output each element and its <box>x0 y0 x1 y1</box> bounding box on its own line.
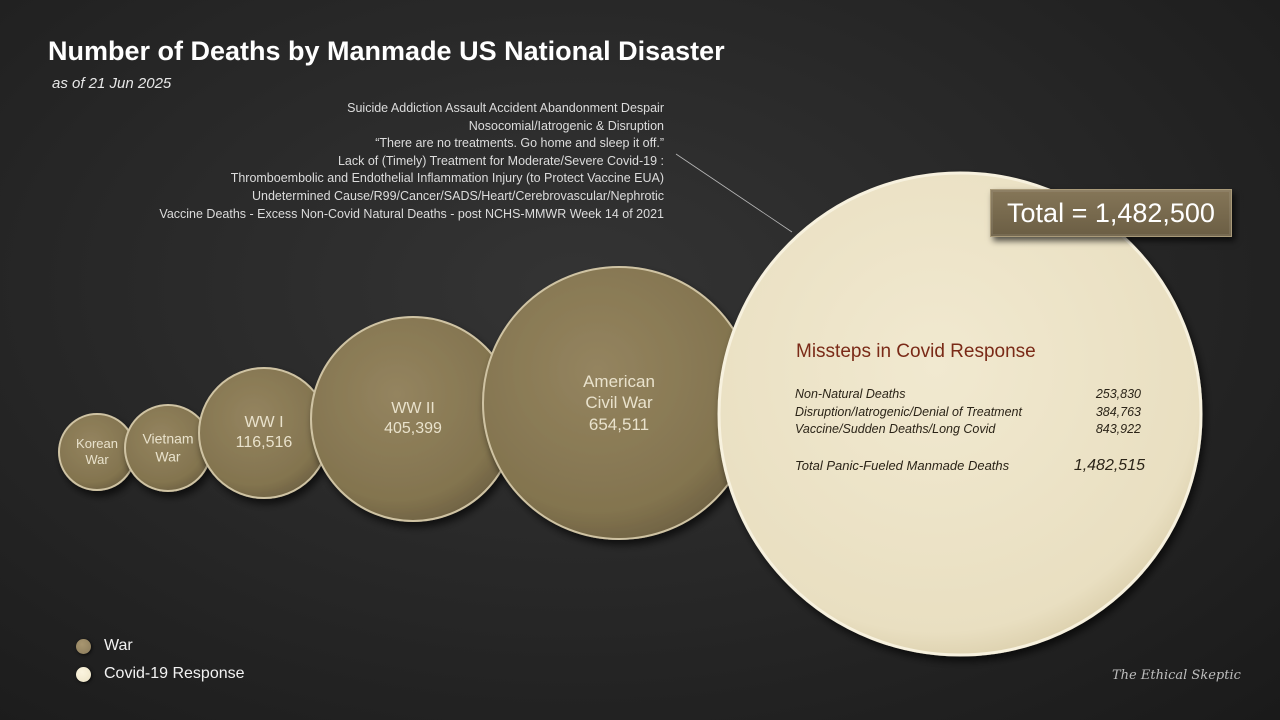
bubble-label-line: Civil War <box>585 393 653 413</box>
bubble-label-line: WW I <box>244 414 284 431</box>
annotation-line: Vaccine Deaths - Excess Non-Covid Natural Deaths - post NCHS-MMWR Week 14 of 2021 <box>159 206 664 221</box>
legend-item <box>76 632 245 660</box>
total-badge: Total = 1,482,500 <box>990 189 1232 237</box>
bubble-value: 116,516 <box>235 434 293 451</box>
covid-detail-row <box>795 422 1141 440</box>
annotation-line: Lack of (Timely) Treatment for Moderate/Severe Covid-19 : <box>337 153 664 168</box>
covid-detail-value: 253,830 <box>1095 387 1141 401</box>
covid-total-label: Total Panic-Fueled Manmade Deaths <box>795 458 1010 473</box>
covid-detail-label: Vaccine/Sudden Deaths/Long Covid <box>795 422 996 436</box>
bubble-label-line: WW II <box>391 400 435 417</box>
chart-subtitle: as of 21 Jun 2025 <box>52 75 172 92</box>
annotation-line: “There are no treatments. Go home and sleep it off.” <box>375 136 664 151</box>
annotation-line: Nosocomial/Iatrogenic & Disruption <box>468 118 664 133</box>
annotation-line: Suicide Addiction Assault Accident Abandonment Despair <box>347 101 664 115</box>
bubble-label <box>236 413 293 453</box>
covid-detail-value: 843,922 <box>1095 422 1141 436</box>
legend-label: War <box>104 637 133 654</box>
covid-detail-label: Non-Natural Deaths <box>795 387 906 401</box>
annotation-text <box>104 100 664 223</box>
bubble-label <box>583 371 655 435</box>
bubble-value: 654,511 <box>588 414 650 434</box>
covid-detail-table <box>795 387 1141 440</box>
bubble-label <box>142 431 193 466</box>
annotation-line: Thromboembolic and Endothelial Inflammation Injury (to Protect Vaccine EUA) <box>230 171 664 186</box>
bubble-label-line: War <box>85 452 109 467</box>
covid-detail-value: 384,763 <box>1095 404 1141 419</box>
covid-detail-label: Disruption/Iatrogenic/Denial of Treatment <box>795 404 1022 419</box>
legend-swatch <box>76 667 91 682</box>
chart-title: Number of Deaths by Manmade US National Disaster <box>48 36 725 66</box>
covid-detail-row <box>795 387 1141 405</box>
legend-label: Covid-19 Response <box>104 665 245 682</box>
legend-item <box>76 660 245 688</box>
covid-total-value: 1,482,515 <box>1073 457 1145 474</box>
watermark: The Ethical Skeptic <box>1112 668 1241 683</box>
covid-detail-row <box>795 405 1141 423</box>
bubble-label <box>384 399 442 439</box>
legend <box>76 632 245 688</box>
bubble-label-line: American <box>583 372 655 392</box>
bubble-label-line: Korean <box>76 435 118 451</box>
bubble-value: 405,399 <box>384 420 442 437</box>
bubble-label <box>76 436 118 469</box>
annotation-leader-line <box>676 154 792 232</box>
legend-swatch <box>76 639 91 654</box>
bubble-label-line: Vietnam <box>142 430 194 447</box>
covid-detail-title: Missteps in Covid Response <box>796 341 1036 362</box>
bubble-label-line: War <box>155 448 181 464</box>
annotation-line: Undetermined Cause/R99/Cancer/SADS/Heart/Cerebrovascular/Nephrotic <box>252 188 664 203</box>
covid-detail-total <box>795 457 1145 475</box>
